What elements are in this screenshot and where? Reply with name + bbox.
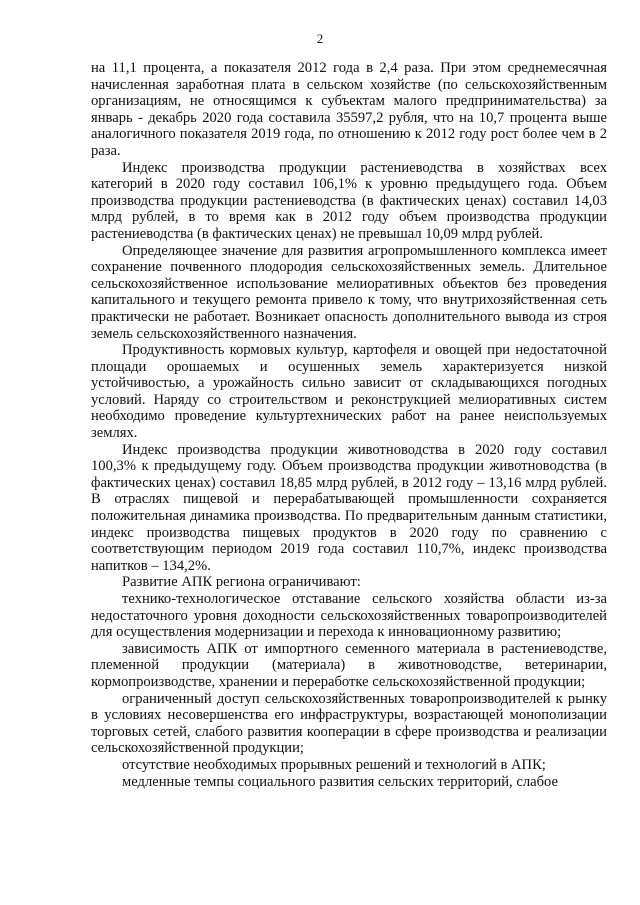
paragraph-6: Развитие АПК региона ограничивают:	[122, 574, 361, 591]
paragraph-11: медленные темпы социального развития сельских территорий, слабое	[122, 773, 558, 790]
paragraph-2: Индекс производства продукции растениеводства в хозяйствах всех категорий в 2020 году составил 106,1% к уровню предыдущего года. Объем производства продукции растениеводства (в фактических ценах) составил 14,03 млрд рублей, в то время как в 2012 году объем производства продукции растениеводства (в фактических ценах) не превышал 10,09 млрд рублей.	[91, 159, 607, 242]
paragraph-3: Определяющее значение для развития агропромышленного комплекса имеет сохранение почвенного плодородия сельскохозяйственных земель. Длительное сельскохозяйственное использование мелиоративных объектов без проведения капитального и текущего ремонта привело к тому, что внутрихозяйственная сеть практически не работает. Возникает опасность дополнительного вывода из строя земель сельскохозяйственного назначения.	[91, 242, 607, 342]
paragraph-4: Продуктивность кормовых культур, картофеля и овощей при недостаточной площади орошаемых и осушенных земель характеризуется низкой устойчивостью, а урожайность сильно зависит от складывающихся погодных условий. Наряду со строительством и реконструкцией мелиоративных систем необходимо проведение культуртехнических работ на ранее неиспользуемых землях.	[91, 342, 607, 442]
paragraph-7: технико-технологическое отставание сельского хозяйства области из-за недостаточного уровня доходности сельскохозяйственных товаропроизводителей для осуществления модернизации и перехода к инновационному развитию;	[91, 591, 607, 641]
paragraph-10: отсутствие необходимых прорывных решений и технологий в АПК;	[122, 756, 546, 773]
paragraph-8: зависимость АПК от импортного семенного материала в растениеводстве, племенной продукции (материала) в животноводстве, ветеринарии, кормопроизводстве, хранении и переработке сельскохозяйственной продукции;	[91, 640, 607, 690]
document-body	[91, 60, 607, 790]
paragraph-5: Индекс производства продукции животноводства в 2020 году составил 100,3% к предыдущему году. Объем производства продукции животноводства (в фактических ценах) составил 18,85 млрд рублей, в 2012 году – 13,16 млрд рублей. В отраслях пищевой и перерабатывающей промышленности сохраняется положительная динамика производства. По предварительным данным статистики, индекс производства пищевых продуктов в 2020 году по сравнению с соответствующим периодом 2019 года составил 110,7%, индекс производства напитков – 134,2%.	[91, 441, 607, 574]
paragraph-1: на 11,1 процента, а показателя 2012 года в 2,4 раза. При этом среднемесячная начисленная заработная плата в сельском хозяйстве (по сельскохозяйственным организациям, не относящимся к субъектам малого предпринимательства) за январь - декабрь 2020 года составила 35597,2 рубля, что на 10,7 процента выше аналогичного показателя 2019 года, по отношению к 2012 году рост более чем в 2 раза.	[91, 60, 607, 159]
paragraph-9: ограниченный доступ сельскохозяйственных товаропроизводителей к рынку в условиях несовершенства его инфраструктуры, возрастающей монополизации торговых сетей, слабого развития кооперации в сфере производства и реализации сельскохозяйственной продукции;	[91, 690, 607, 757]
page-number: 2	[316, 31, 324, 46]
